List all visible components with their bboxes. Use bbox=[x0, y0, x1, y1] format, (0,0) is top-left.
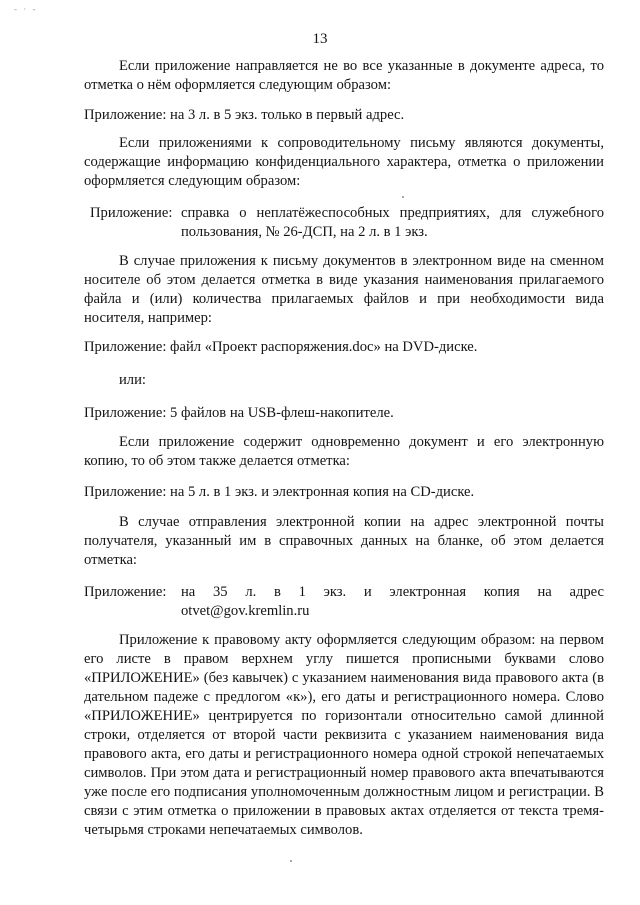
example-usb-files: Приложение: 5 файлов на USB-флеш-накопителе. bbox=[84, 405, 394, 421]
paragraph-electronic-media: В случае приложения к письму документов в электронном виде на сменном носителе об этом делается отметка в виде указания наименования прилагаемого файла и (или) количества прилагаемых файлов и при необходимости вида носителя, например: bbox=[84, 253, 604, 326]
scan-speck bbox=[290, 860, 292, 862]
example-dvd-file: Приложение: файл «Проект распоряжения.doc» на DVD-диске. bbox=[84, 339, 478, 355]
example-cd-copy: Приложение: на 5 л. в 1 экз. и электронная копия на CD-диске. bbox=[84, 484, 475, 500]
paragraph-email-copy: В случае отправления электронной копии на адрес электронной почты получателя, указанный им в справочных данных на бланке, об этом делается отметка: bbox=[84, 514, 604, 568]
paragraph-document-and-copy: Если приложение содержит одновременно документ и его электронную копию, то об этом также делается отметка: bbox=[84, 434, 604, 469]
or-separator: или: bbox=[119, 372, 146, 388]
paragraph-legal-act-appendix: Приложение к правовому акту оформляется следующим образом: на первом его листе в правом верхнем углу пишется прописными буквами слово «ПРИЛОЖЕНИЕ» (без кавычек) с указанием наименования вида правового акта (в дательном падеже с предлогом «к»), его даты и регистрационного номера. Слово «ПРИЛОЖЕНИЕ» центрируется по горизонтали относительно самой длинной строки, отделяется от второй части реквизита с указанием наименования вида правового акта, его даты и регистрационного номера одной строкой непечатаемых символов. При этом дата и регистрационный номер правового акта впечатываются уже после его подписания уполномоченным должностным лицом и регистрации. В связи с этим отметка о приложении в правовых актах отделяется от текста тремя-четырьмя строками непечатаемых символов. bbox=[84, 632, 604, 838]
example-email-line: на 35 л. в 1 экз. и электронная копия на адрес bbox=[181, 584, 604, 600]
example-confidential-text: справка о неплатёжеспособных предприятиях, для служебного пользования, № 26-ДСП, на 2 л. в 1 экз. bbox=[181, 205, 604, 240]
example-partial-addresses: Приложение: на 3 л. в 5 экз. только в первый адрес. bbox=[84, 107, 405, 123]
example-email-address: otvet@gov.kremlin.ru bbox=[181, 603, 310, 619]
paragraph-confidential: Если приложениями к сопроводительному письму являются документы, содержащие информацию конфиденциального характера, отметка о приложении оформляется следующим образом: bbox=[84, 135, 604, 189]
scan-corner-mark: - · - bbox=[14, 4, 38, 14]
paragraph-partial-addresses: Если приложение направляется не во все указанные в документе адреса, то отметка о нём оформляется следующим образом: bbox=[84, 58, 604, 93]
scan-speck bbox=[402, 196, 404, 198]
example-confidential-label: Приложение: bbox=[90, 205, 173, 221]
page-number: 13 bbox=[312, 31, 328, 47]
example-email-label: Приложение: bbox=[84, 584, 167, 600]
